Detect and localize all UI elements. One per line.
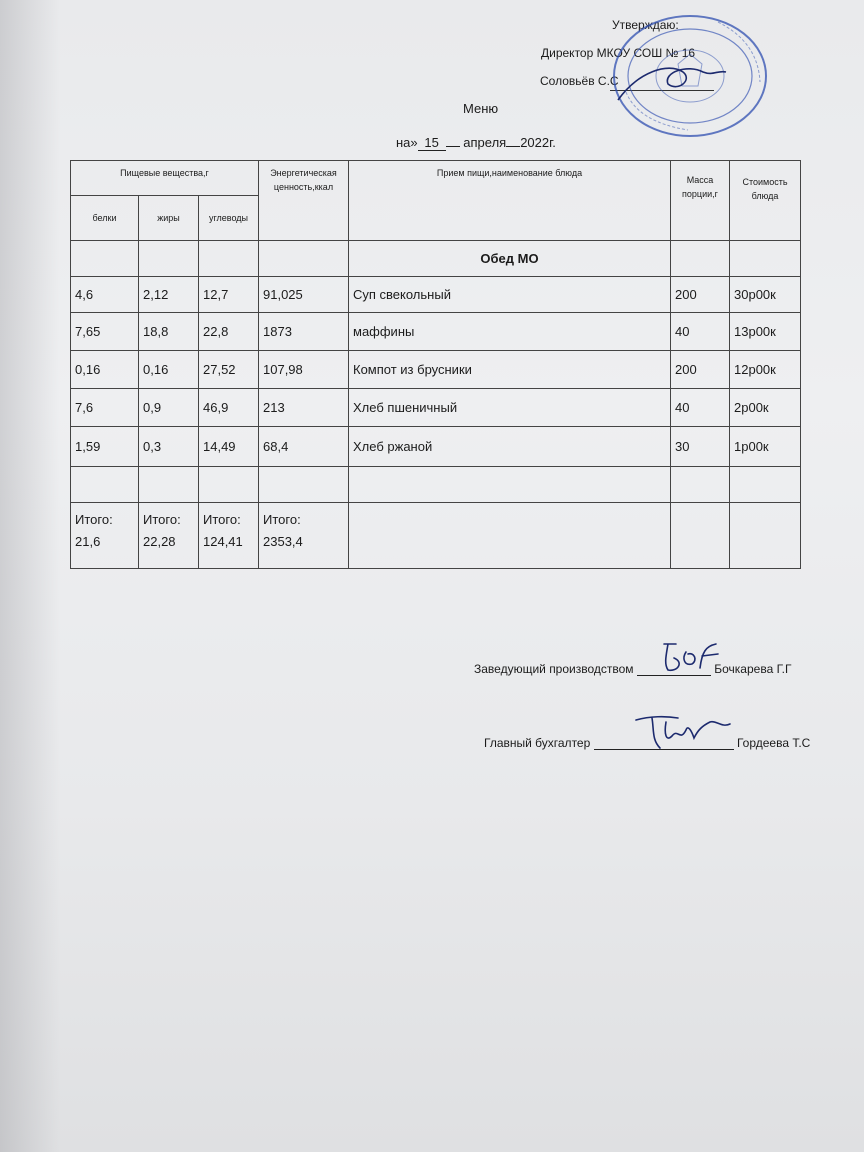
section-row (71, 241, 801, 277)
cell-mass: 200 (671, 277, 730, 313)
date-prefix: на» (396, 135, 418, 150)
cell-proteins: 7,65 (71, 313, 139, 351)
production-label: Заведующий производством (474, 662, 634, 676)
production-name: Бочкарева Г.Г (714, 662, 792, 676)
cell-mass: 30 (671, 427, 730, 467)
header-row-1 (71, 161, 801, 196)
cell-energy: 91,025 (259, 277, 349, 313)
page-title: Меню (463, 101, 499, 116)
accountant-label: Главный бухгалтер (484, 736, 591, 750)
cell-mass: 40 (671, 389, 730, 427)
header-nutrients: Пищевые вещества,г (71, 161, 259, 196)
cell-energy: 107,98 (259, 351, 349, 389)
header-energy: Энергетическая ценность,ккал (259, 161, 349, 241)
cell-cost: 2р00к (730, 389, 801, 427)
cell-cost: 1р00к (730, 427, 801, 467)
cell-carbs: 14,49 (199, 427, 259, 467)
accountant-signature-mark (630, 712, 740, 752)
approve-label: Утверждаю: (612, 18, 679, 32)
totals-row (71, 503, 801, 569)
cell-fats: 0,3 (139, 427, 199, 467)
table-row (71, 389, 801, 427)
cell-proteins: 7,6 (71, 389, 139, 427)
cell-dish: маффины (349, 313, 671, 351)
photo-shadow (0, 0, 60, 1152)
header-cost: Стоимость блюда (730, 161, 801, 241)
header-proteins: белки (71, 196, 139, 241)
cell-carbs: 22,8 (199, 313, 259, 351)
cell-proteins: 1,59 (71, 427, 139, 467)
cell-mass: 200 (671, 351, 730, 389)
total-proteins: Итого: 21,6 (71, 503, 139, 569)
cell-mass: 40 (671, 313, 730, 351)
cell-energy: 213 (259, 389, 349, 427)
official-seal (608, 12, 768, 142)
empty-row (71, 467, 801, 503)
cell-fats: 0,9 (139, 389, 199, 427)
date-year: 2022г. (520, 135, 556, 150)
cell-carbs: 46,9 (199, 389, 259, 427)
cell-dish: Хлеб ржаной (349, 427, 671, 467)
cell-fats: 18,8 (139, 313, 199, 351)
total-carbs: Итого: 124,41 (199, 503, 259, 569)
director-line: Директор МКОУ СОШ № 16 (541, 46, 696, 60)
table-row (71, 313, 801, 351)
table-row (71, 351, 801, 389)
cell-cost: 12р00к (730, 351, 801, 389)
total-fats: Итого: 22,28 (139, 503, 199, 569)
cell-cost: 30р00к (730, 277, 801, 313)
director-name: Соловьёв С.С (540, 74, 619, 88)
cell-carbs: 27,52 (199, 351, 259, 389)
accountant-name: Гордеева Т.С (736, 736, 811, 750)
header-fats: жиры (139, 196, 199, 241)
production-signature-mark (656, 638, 726, 678)
header-carbs: углеводы (199, 196, 259, 241)
total-energy: Итого: 2353,4 (259, 503, 349, 569)
table-row (71, 427, 801, 467)
menu-table (70, 160, 801, 569)
date-month: апреля (463, 135, 507, 150)
cell-dish: Компот из брусники (349, 351, 671, 389)
cell-proteins: 0,16 (71, 351, 139, 389)
cell-dish: Хлеб пшеничный (349, 389, 671, 427)
cell-energy: 68,4 (259, 427, 349, 467)
header-mass: Масса порции,г (671, 161, 730, 241)
menu-date (396, 135, 556, 151)
date-day: 15 (418, 135, 446, 151)
cell-dish: Суп свекольный (349, 277, 671, 313)
section-title: Обед МО (349, 241, 671, 277)
cell-fats: 0,16 (139, 351, 199, 389)
cell-cost: 13р00к (730, 313, 801, 351)
cell-carbs: 12,7 (199, 277, 259, 313)
cell-fats: 2,12 (139, 277, 199, 313)
production-signature (474, 662, 791, 676)
header-dish: Прием пищи,наименование блюда (349, 161, 671, 241)
table-row (71, 277, 801, 313)
cell-proteins: 4,6 (71, 277, 139, 313)
cell-energy: 1873 (259, 313, 349, 351)
